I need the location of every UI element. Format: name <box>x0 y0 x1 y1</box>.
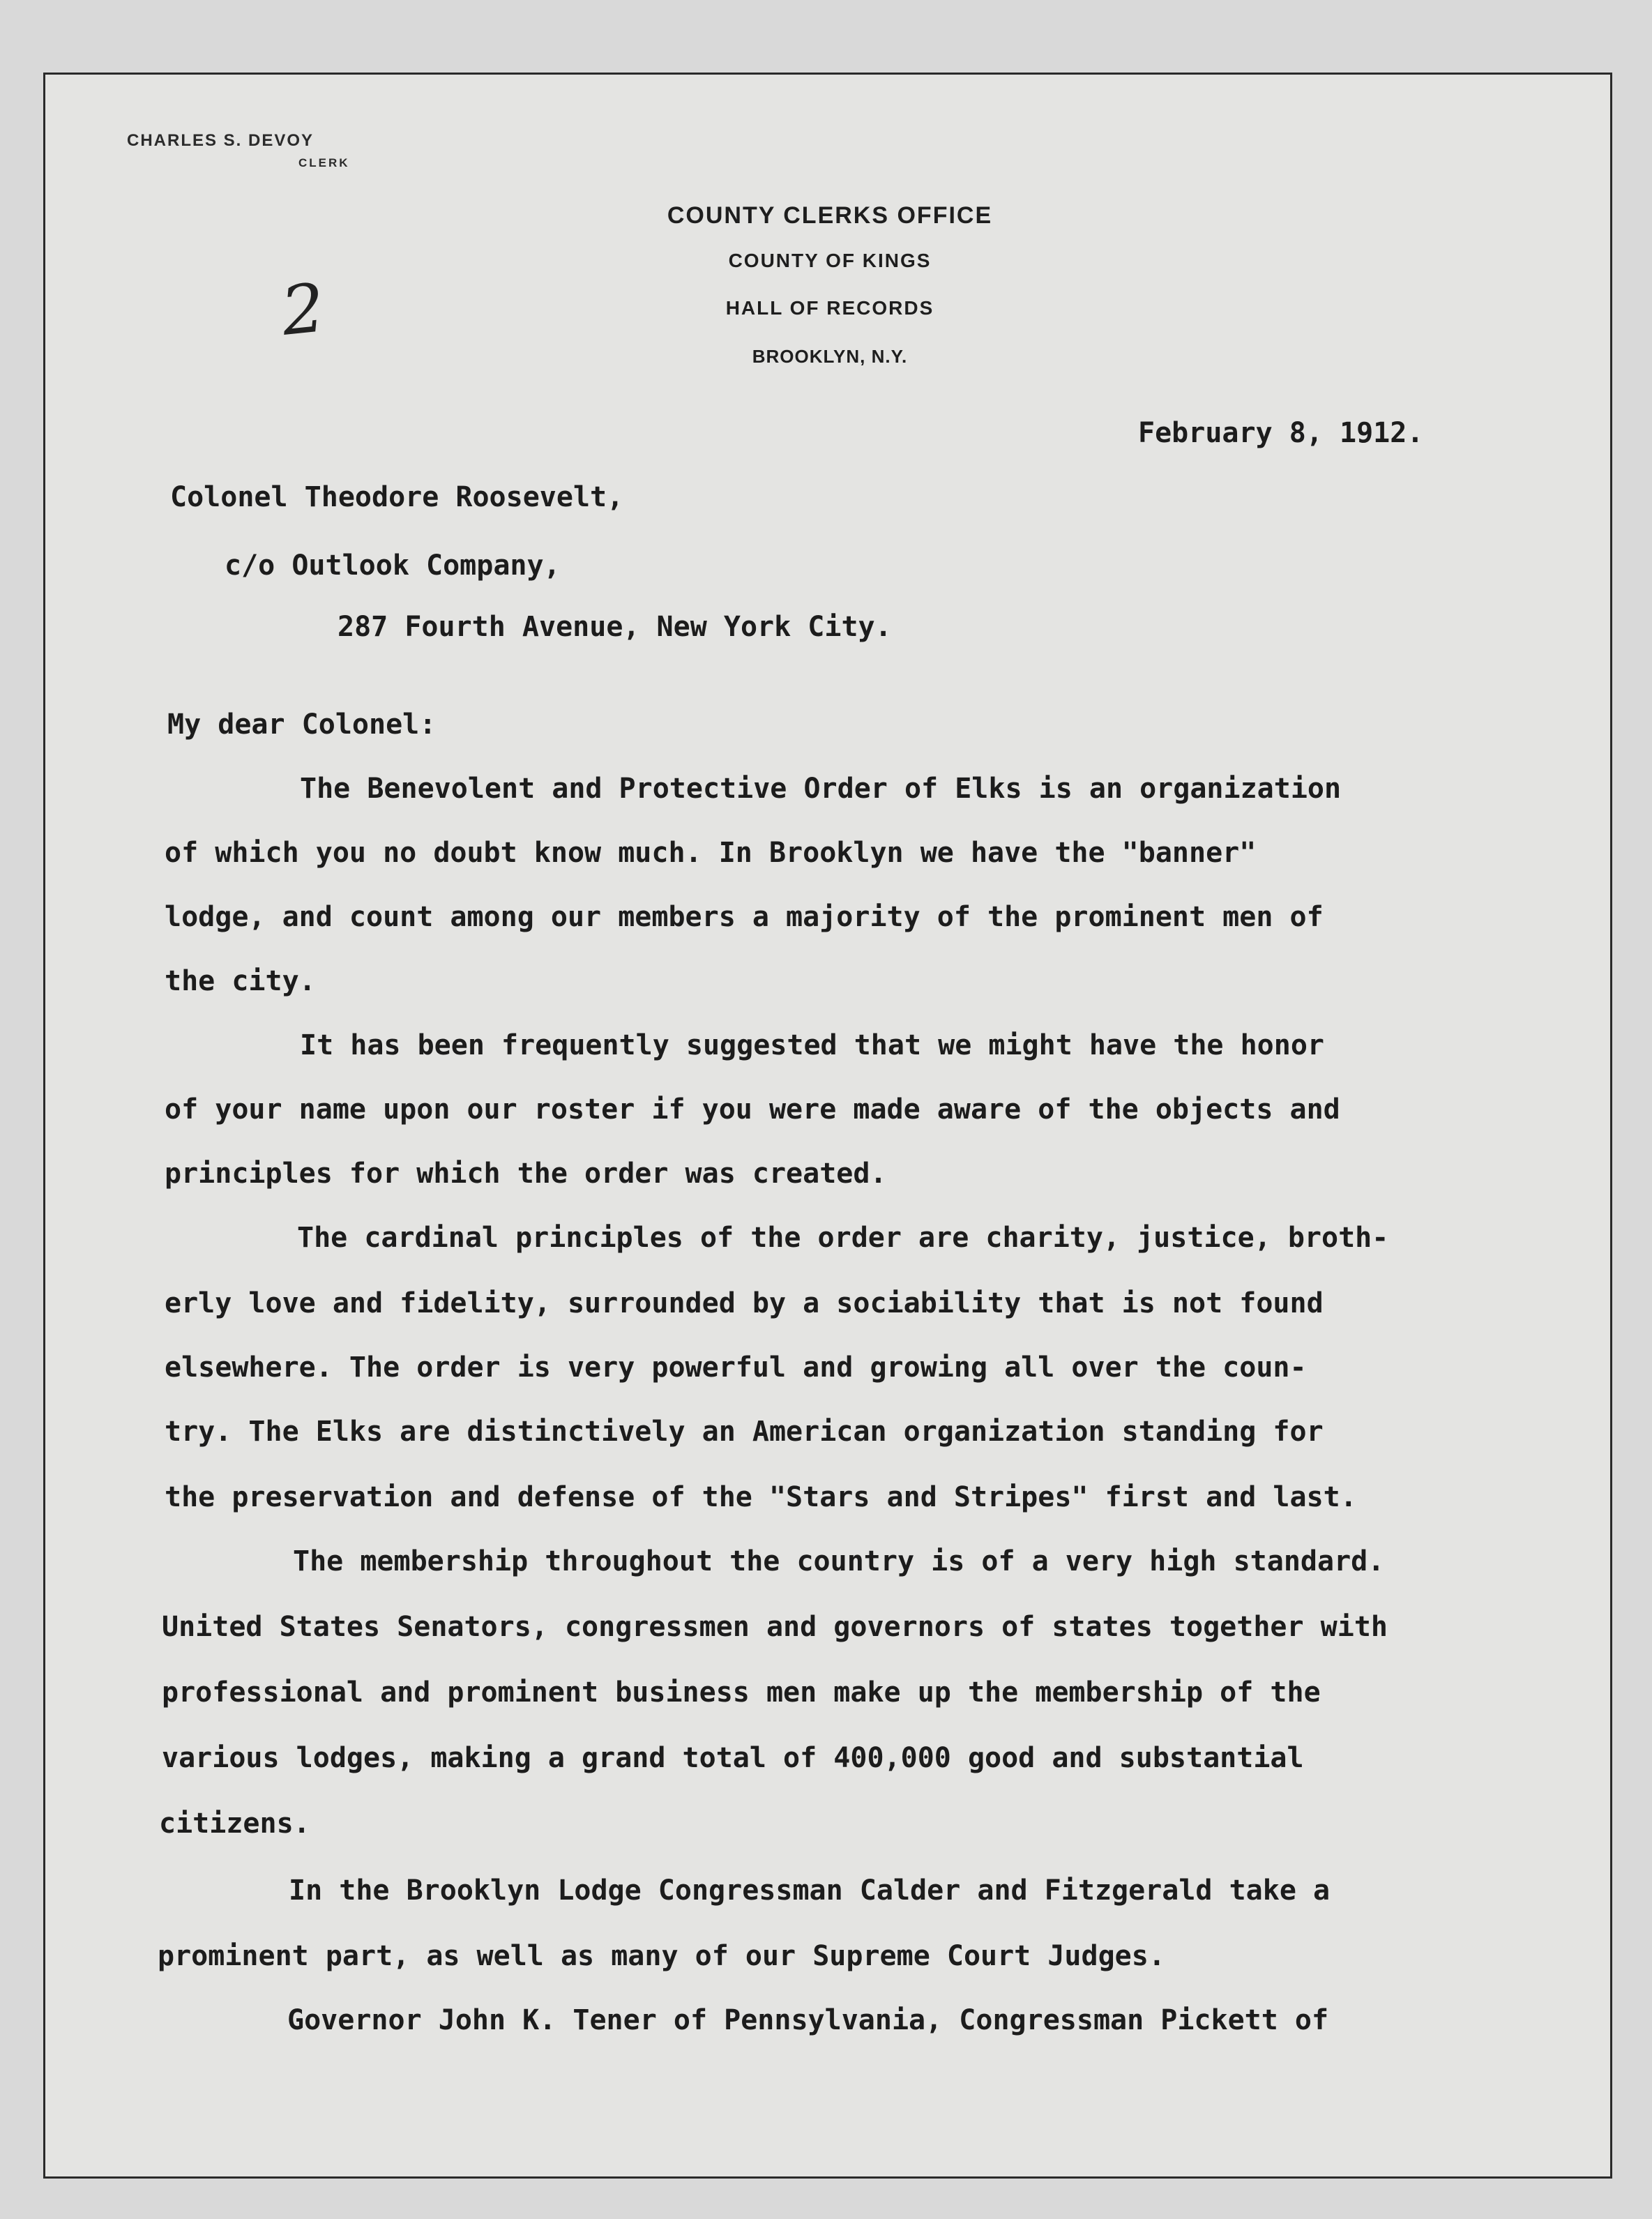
handwritten-page-mark: 2 <box>278 268 328 351</box>
recipient-name: Colonel Theodore Roosevelt, <box>170 481 624 513</box>
clerk-title: CLERK <box>298 156 350 169</box>
body-line: try. The Elks are distinctively an American organization standing for <box>165 1416 1324 1448</box>
body-line: elsewhere. The order is very powerful and growing all over the coun- <box>165 1351 1307 1384</box>
body-line: The Benevolent and Protective Order of Elks is an organization <box>300 773 1342 805</box>
body-line: professional and prominent business men make up the membership of the <box>162 1676 1321 1709</box>
body-line: The membership throughout the country is of a very high standard. <box>293 1545 1385 1577</box>
letter-sheet <box>43 73 1612 2179</box>
body-line: prominent part, as well as many of our Supreme Court Judges. <box>158 1940 1165 1972</box>
salutation: My dear Colonel: <box>167 709 437 741</box>
letterhead-building: HALL OF RECORDS <box>725 297 934 319</box>
body-line: In the Brooklyn Lodge Congressman Calder and Fitzgerald take a <box>289 1875 1331 1907</box>
body-line: lodge, and count among our members a majority of the prominent men of <box>165 901 1324 933</box>
body-line: The cardinal principles of the order are charity, justice, broth- <box>297 1222 1389 1254</box>
body-line: the preservation and defense of the "Stars and Stripes" first and last. <box>165 1481 1357 1513</box>
body-line: of your name upon our roster if you were made aware of the objects and <box>165 1093 1340 1126</box>
letter-date: February 8, 1912. <box>1138 417 1424 449</box>
body-line: It has been frequently suggested that we might have the honor <box>300 1029 1325 1061</box>
letterhead-office: COUNTY CLERKS OFFICE <box>667 202 993 229</box>
clerk-name: CHARLES S. DEVOY <box>127 131 315 150</box>
body-line: of which you no doubt know much. In Brooklyn we have the "banner" <box>165 837 1257 869</box>
body-line: various lodges, making a grand total of 400,000 good and substantial <box>162 1742 1304 1774</box>
recipient-address: 287 Fourth Avenue, New York City. <box>338 611 892 643</box>
body-line: principles for which the order was created. <box>165 1158 887 1190</box>
body-line: United States Senators, congressmen and governors of states together with <box>162 1611 1388 1643</box>
body-line: Governor John K. Tener of Pennsylvania, Congressman Pickett of <box>287 2004 1329 2036</box>
letterhead-city: BROOKLYN, N.Y. <box>752 346 908 367</box>
body-line: citizens. <box>159 1808 310 1840</box>
letterhead-county: COUNTY OF KINGS <box>728 250 932 271</box>
body-line: erly love and fidelity, surrounded by a sociability that is not found <box>165 1287 1324 1319</box>
body-line: the city. <box>165 965 316 997</box>
recipient-care-of: c/o Outlook Company, <box>225 550 561 582</box>
letterhead <box>614 198 1046 374</box>
